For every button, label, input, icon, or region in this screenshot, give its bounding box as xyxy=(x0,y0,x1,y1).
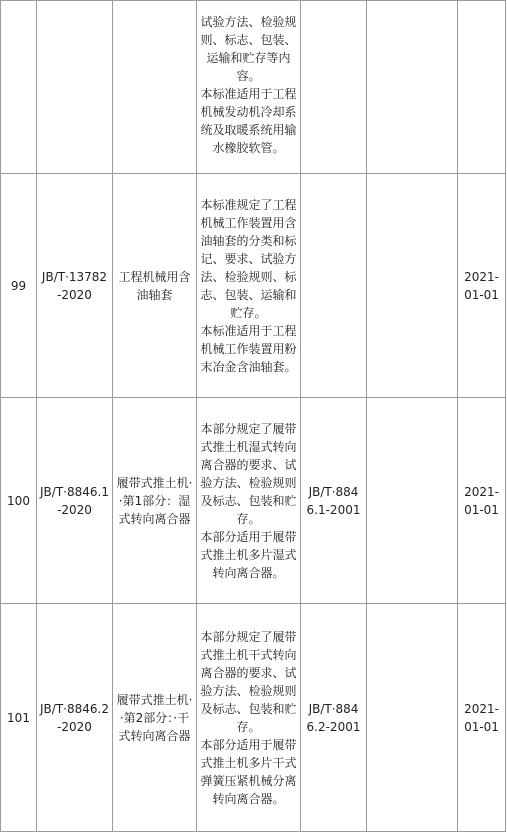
row-number: 99 xyxy=(1,174,37,398)
scope-text: 本部分规定了履带式推土机湿式转向离合器的要求、试验方法、检验规则及标志、包装和贮存。 xyxy=(200,421,297,526)
scope-text: 本部分规定了履带式推土机干式转向离合器的要求、试验方法、检验规则及标志、包装和贮存。 xyxy=(200,629,297,734)
scope-cell xyxy=(197,1,301,174)
scope-applicability: 本标准适用于工程机械工作装置用粉末冶金含油轴套。 xyxy=(200,323,297,374)
replaced-standard: JB/T·8846.1-2001 xyxy=(301,398,367,604)
scope-applicability: 本部分适用于履带式推土机多片干式弹簧压紧机械分离转向离合器。 xyxy=(200,737,297,806)
scope-cell xyxy=(197,174,301,398)
effective-date: 2021-01-01 xyxy=(458,604,506,832)
replaced-standard xyxy=(301,1,367,174)
scope-cell xyxy=(197,398,301,604)
table-row xyxy=(1,1,506,174)
row-number: 101 xyxy=(1,604,37,832)
replaced-standard: JB/T·8846.2-2001 xyxy=(301,604,367,832)
standard-name: 履带式推土机··第1部分：湿式转向离合器 xyxy=(113,398,197,604)
standard-code: JB/T·13782-2020 xyxy=(37,174,113,398)
row-number xyxy=(1,1,37,174)
table-row xyxy=(1,398,506,604)
standard-name xyxy=(113,1,197,174)
effective-date: 2021-01-01 xyxy=(458,174,506,398)
scope-cell xyxy=(197,604,301,832)
table-row xyxy=(1,604,506,832)
blank-cell xyxy=(367,1,458,174)
scope-applicability: 本部分适用于履带式推土机多片湿式转向离合器。 xyxy=(200,529,297,580)
standard-code: JB/T·8846.2-2020 xyxy=(37,604,113,832)
scope-text: 试验方法、检验规则、标志、包装、运输和贮存等内容。 xyxy=(200,15,297,83)
standard-code xyxy=(37,1,113,174)
effective-date: 2021-01-01 xyxy=(458,398,506,604)
scope-text: 本标准规定了工程机械工作装置用含油轴套的分类和标记、要求、试验方法、检验规则、标志、包装、运输和贮存。 xyxy=(200,197,297,320)
standard-name: 履带式推土机··第2部分：·干式转向离合器 xyxy=(113,604,197,832)
blank-cell xyxy=(367,398,458,604)
standard-name: 工程机械用含油轴套 xyxy=(113,174,197,398)
effective-date xyxy=(458,1,506,174)
scope-applicability: 本标准适用于工程机械发动机冷却系统及取暖系统用输水橡胶软管。 xyxy=(200,87,297,155)
table-row xyxy=(1,174,506,398)
blank-cell xyxy=(367,604,458,832)
replaced-standard xyxy=(301,174,367,398)
standard-code: JB/T·8846.1-2020 xyxy=(37,398,113,604)
blank-cell xyxy=(367,174,458,398)
row-number: 100 xyxy=(1,398,37,604)
